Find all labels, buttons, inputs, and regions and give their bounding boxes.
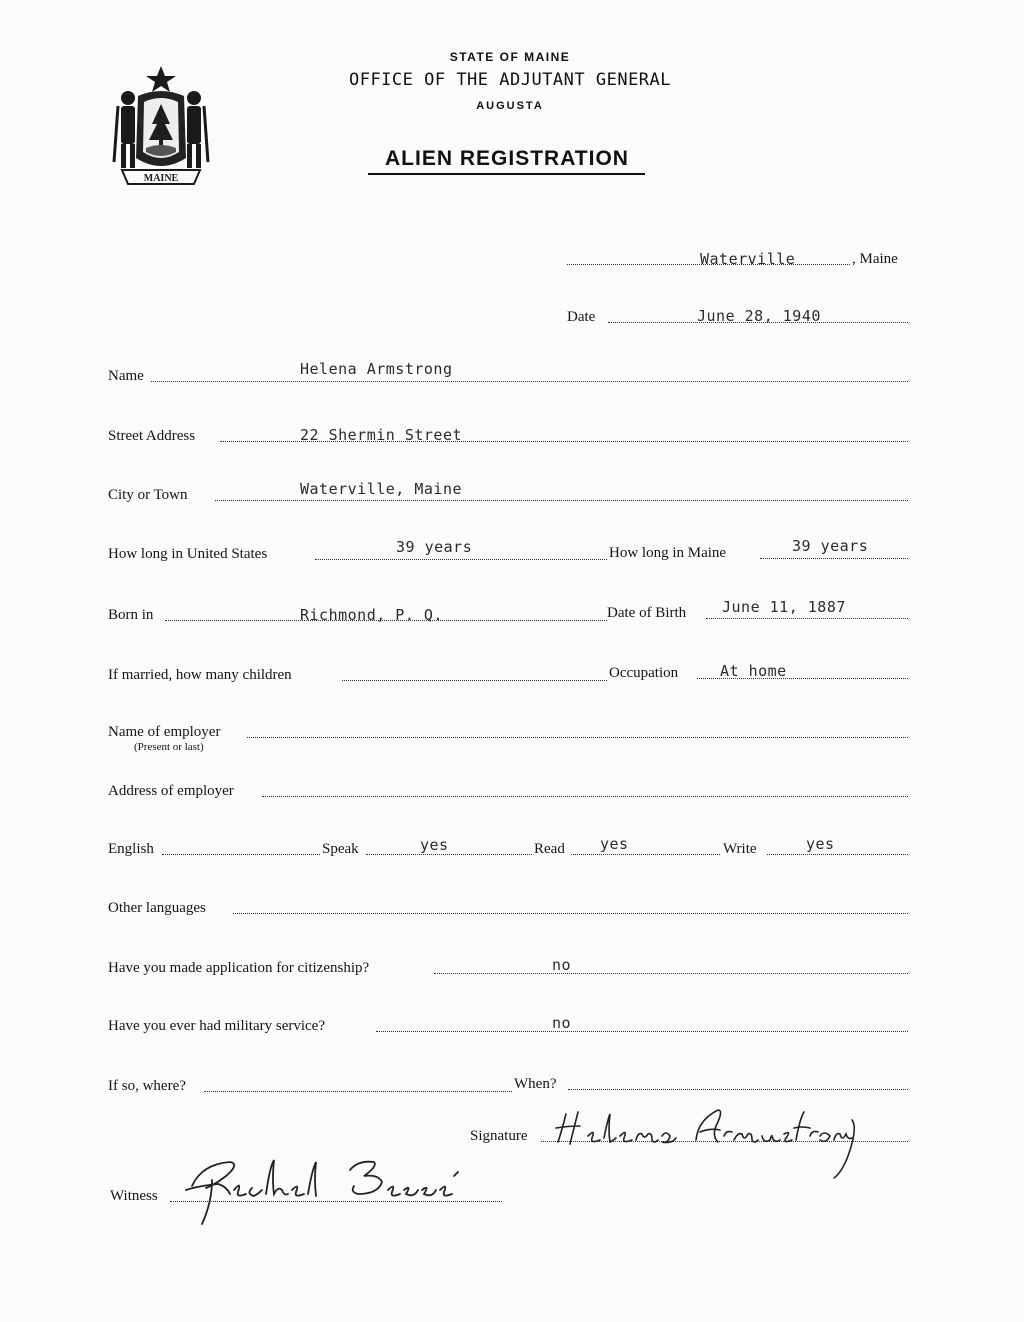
name-value: Helena Armstrong: [300, 360, 453, 378]
other-languages-field[interactable]: [233, 913, 908, 914]
town-value: Waterville, Maine: [300, 480, 463, 498]
when-label: When?: [514, 1076, 557, 1092]
citizenship-field[interactable]: [434, 973, 908, 974]
maine-years-field[interactable]: [760, 558, 908, 559]
dob-label: Date of Birth: [607, 605, 687, 621]
read-field[interactable]: [571, 854, 720, 855]
witness-label: Witness: [110, 1188, 158, 1204]
witness-handwriting: [178, 1150, 478, 1230]
maine-years-label: How long in Maine: [609, 545, 727, 561]
date-label: Date: [567, 309, 596, 325]
other-languages-label: Other languages: [108, 900, 206, 916]
signature-label: Signature: [470, 1128, 528, 1144]
read-value: yes: [600, 835, 629, 853]
employer-address-field[interactable]: [262, 796, 908, 797]
where-field[interactable]: [204, 1091, 512, 1092]
city-heading: AUGUSTA: [476, 100, 544, 112]
title-underline: [368, 173, 645, 175]
write-label: Write: [723, 841, 757, 857]
read-label: Read: [534, 841, 565, 857]
speak-value: yes: [420, 836, 449, 854]
date-value: June 28, 1940: [697, 307, 821, 325]
street-label: Street Address: [108, 428, 196, 444]
born-value: Richmond, P. Q.: [300, 606, 443, 624]
military-field[interactable]: [376, 1031, 908, 1032]
military-value: no: [552, 1014, 572, 1032]
state-heading: STATE OF MAINE: [449, 50, 571, 64]
us-years-label: How long in United States: [108, 546, 268, 562]
street-value: 22 Shermin Street: [300, 426, 463, 444]
write-value: yes: [806, 835, 835, 853]
town-label: City or Town: [108, 487, 188, 503]
where-label: If so, where?: [108, 1078, 186, 1094]
employer-field[interactable]: [247, 737, 908, 738]
office-heading: OFFICE OF THE ADJUTANT GENERAL: [348, 70, 672, 90]
children-field[interactable]: [342, 680, 607, 681]
dob-field[interactable]: [706, 618, 908, 619]
name-field[interactable]: [151, 381, 908, 382]
us-years-field[interactable]: [315, 559, 607, 560]
occupation-label: Occupation: [609, 665, 679, 681]
speak-field[interactable]: [366, 854, 532, 855]
citizenship-value: no: [552, 956, 572, 974]
us-years-value: 39 years: [396, 538, 473, 556]
when-field[interactable]: [568, 1089, 908, 1090]
name-label: Name: [108, 368, 144, 384]
dob-value: June 11, 1887: [722, 598, 846, 616]
place-suffix: , Maine: [852, 251, 898, 267]
signature-handwriting: [548, 1100, 868, 1180]
town-field[interactable]: [215, 500, 908, 501]
place-value: Waterville: [700, 250, 796, 268]
english-field[interactable]: [162, 854, 320, 855]
english-label: English: [108, 841, 154, 857]
born-label: Born in: [108, 607, 154, 623]
maine-years-value: 39 years: [792, 537, 869, 555]
form-title: ALIEN REGISTRATION: [385, 147, 629, 170]
children-label: If married, how many children: [108, 667, 292, 683]
employer-sublabel: (Present or last): [134, 741, 204, 753]
citizenship-label: Have you made application for citizenship?: [108, 960, 370, 976]
employer-address-label: Address of employer: [108, 783, 234, 799]
military-label: Have you ever had military service?: [108, 1018, 325, 1034]
occupation-value: At home: [720, 662, 787, 680]
write-field[interactable]: [767, 854, 908, 855]
seal-banner-text: MAINE: [143, 173, 179, 184]
employer-label: Name of employer: [108, 724, 221, 740]
speak-label: Speak: [322, 841, 359, 857]
